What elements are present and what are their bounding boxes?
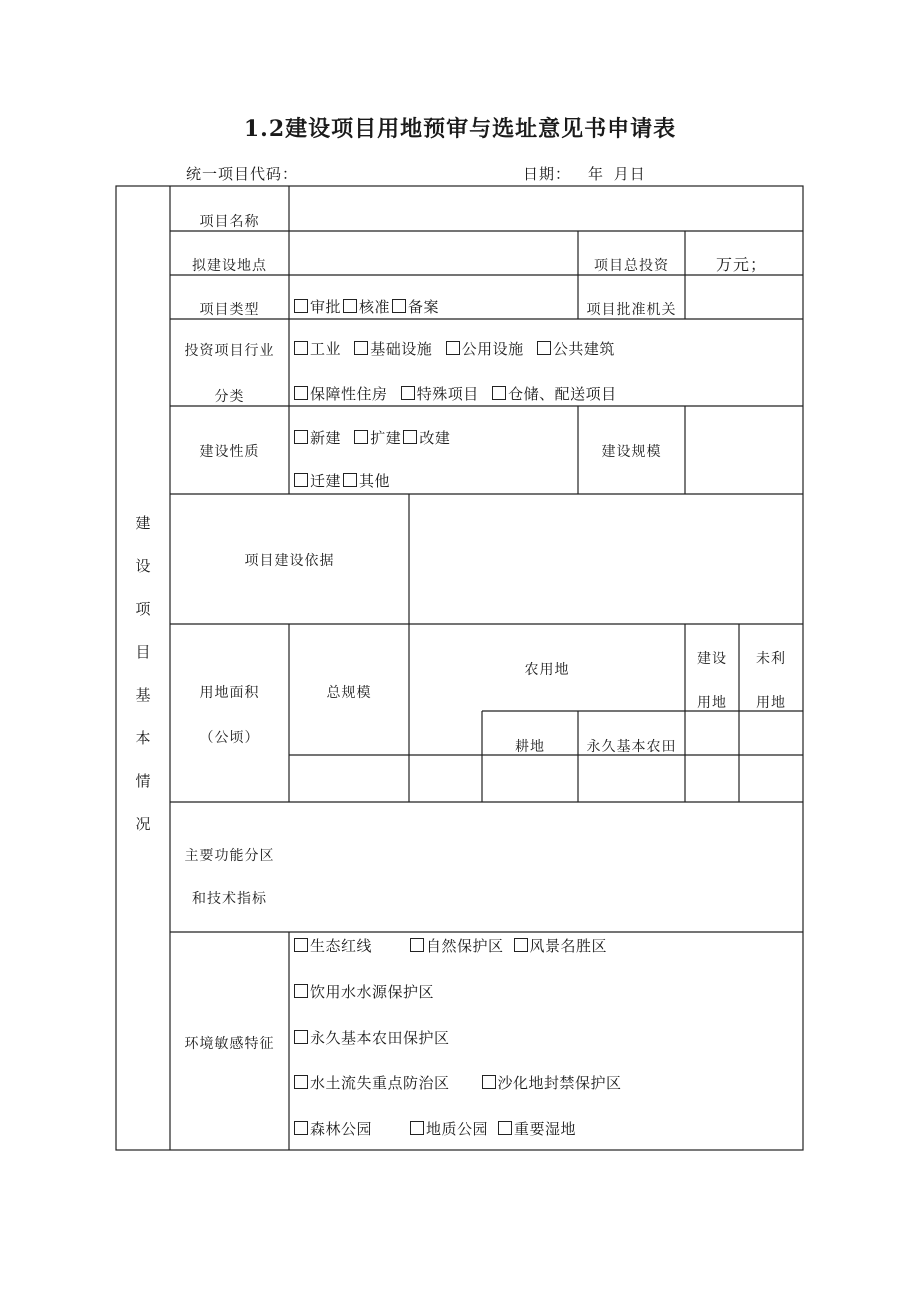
investment-unit: 万元； <box>716 255 768 274</box>
date-format: 年 月日 <box>588 165 646 183</box>
label-zones-line2: 和技术指标 <box>192 891 267 907</box>
checkbox-filing[interactable] <box>392 299 406 313</box>
label-zones-line1: 主要功能分区 <box>184 848 275 864</box>
checkbox-scenic-area[interactable] <box>514 938 528 952</box>
label-unused-land-1: 未利 <box>756 651 786 667</box>
industry-options-row2: 保障性住房 特殊项目 仓储、配送项目 <box>292 383 617 404</box>
checkbox-ecological-redline[interactable] <box>294 938 308 952</box>
checkbox-soil-erosion[interactable] <box>294 1075 308 1089</box>
label-construction-land-1: 建设 <box>697 651 727 667</box>
checkbox-industry[interactable] <box>294 341 308 355</box>
env-options-row4: 水土流失重点防治区 沙化地封禁保护区 <box>292 1072 622 1093</box>
checkbox-affordable-housing[interactable] <box>294 386 308 400</box>
label-construction-land-2: 用地 <box>697 695 727 711</box>
env-options-row1: 生态红线 自然保护区 风景名胜区 <box>292 935 607 956</box>
checkbox-wetland[interactable] <box>498 1121 512 1135</box>
checkbox-relocation[interactable] <box>294 473 308 487</box>
label-unused-land-2: 用地 <box>756 695 786 711</box>
checkbox-new[interactable] <box>294 430 308 444</box>
label-basis: 项目建设依据 <box>244 553 335 569</box>
checkbox-geopark[interactable] <box>410 1121 424 1135</box>
checkbox-other[interactable] <box>343 473 357 487</box>
industry-options-row1: 工业 基础设施 公用设施 公共建筑 <box>292 338 615 359</box>
checkbox-nature-reserve[interactable] <box>410 938 424 952</box>
checkbox-infrastructure[interactable] <box>354 341 368 355</box>
label-farmland: 农用地 <box>524 662 570 678</box>
date-label: 日期： <box>523 165 572 183</box>
checkbox-public-buildings[interactable] <box>537 341 551 355</box>
label-project-name: 项目名称 <box>199 214 260 230</box>
form-title: 1.2建设项目用地预审与选址意见书申请表 <box>243 116 677 142</box>
env-options-row2: 饮用水水源保护区 <box>292 981 434 1002</box>
checkbox-expansion[interactable] <box>354 430 368 444</box>
side-label-basic-info: 建 设 项 目 基 本 情 况 <box>135 514 151 833</box>
env-options-row5: 森林公园 地质公园 重要湿地 <box>292 1118 576 1139</box>
label-land-area-line1: 用地面积 <box>199 685 260 701</box>
checkbox-approval[interactable] <box>294 299 308 313</box>
label-industry-line1: 投资项目行业 <box>184 343 275 359</box>
label-land-area-line2: （公顷） <box>199 730 260 746</box>
checkbox-renovation[interactable] <box>403 430 417 444</box>
label-scale: 建设规模 <box>601 444 662 460</box>
env-options-row3: 永久基本农田保护区 <box>292 1027 450 1048</box>
label-project-type: 项目类型 <box>199 302 260 318</box>
checkbox-farmland-protection[interactable] <box>294 1030 308 1044</box>
checkbox-warehousing[interactable] <box>492 386 506 400</box>
checkbox-desertified-land[interactable] <box>482 1075 496 1089</box>
checkbox-verification[interactable] <box>343 299 357 313</box>
label-env: 环境敏感特征 <box>184 1036 275 1052</box>
label-industry-line2: 分类 <box>214 389 245 405</box>
label-total-scale: 总规模 <box>326 685 372 701</box>
project-type-options: 审批 核准 备案 <box>292 296 439 317</box>
nature-options-row1: 新建 扩建 改建 <box>292 427 450 448</box>
checkbox-forest-park[interactable] <box>294 1121 308 1135</box>
label-approval-org: 项目批准机关 <box>586 302 677 318</box>
checkbox-public-utilities[interactable] <box>446 341 460 355</box>
label-permanent-farmland: 永久基本农田 <box>586 739 677 755</box>
label-total-investment: 项目总投资 <box>594 258 669 274</box>
project-code-label: 统一项目代码： <box>186 165 299 183</box>
label-site: 拟建设地点 <box>192 258 267 274</box>
label-arable: 耕地 <box>515 739 545 755</box>
checkbox-special-project[interactable] <box>401 386 415 400</box>
label-nature: 建设性质 <box>199 444 260 460</box>
checkbox-water-source[interactable] <box>294 984 308 998</box>
nature-options-row2: 迁建 其他 <box>292 470 390 491</box>
